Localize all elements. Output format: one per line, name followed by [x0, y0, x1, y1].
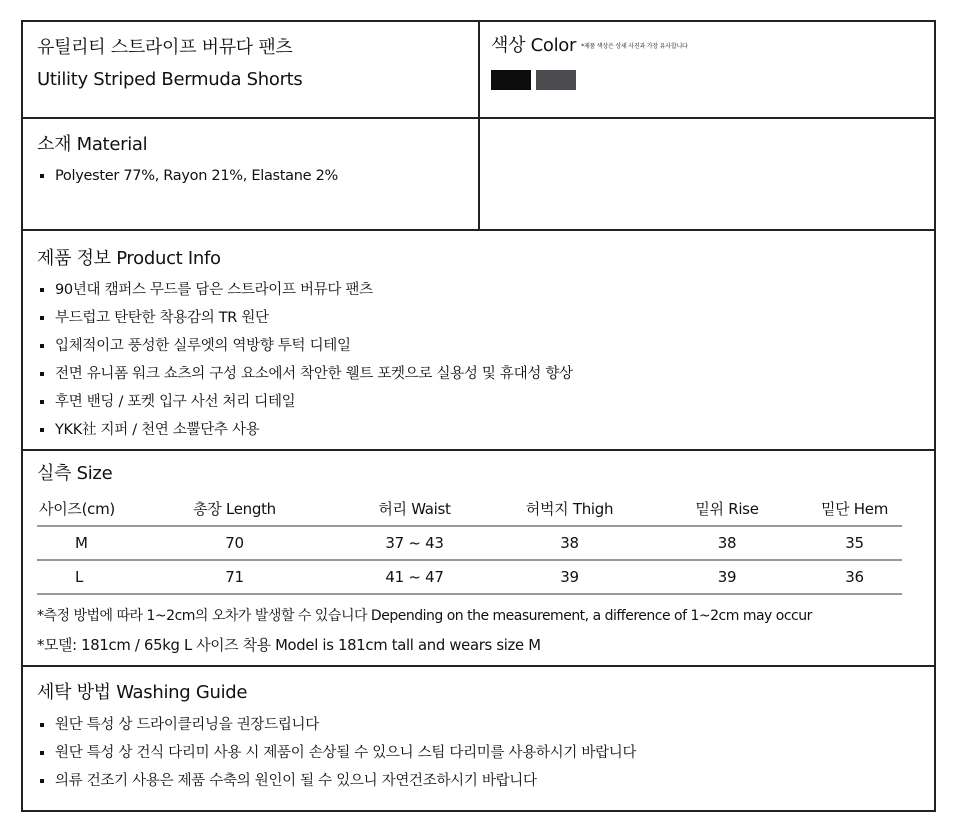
- size-cell: 38: [647, 526, 807, 560]
- size-col-header: 허리 Waist: [337, 491, 492, 526]
- product-name-en: Utility Striped Bermuda Shorts: [37, 69, 303, 90]
- size-col-header: 밑단 Hem: [807, 491, 902, 526]
- material-list: [37, 166, 338, 194]
- size-cell: 35: [807, 526, 902, 560]
- product-info-item: 부드럽고 탄탄한 착용감의 TR 원단: [37, 308, 573, 336]
- product-name-ko: 유틸리티 스트라이프 버뮤다 팬츠: [37, 37, 293, 58]
- color-heading-wrap: [491, 34, 688, 58]
- size-col-header: 사이즈(cm): [37, 491, 132, 526]
- material-section: [23, 119, 934, 229]
- size-note-model: *모델: 181cm / 65kg L 사이즈 착용 Model is 181cm tall and wears size M: [37, 637, 541, 654]
- size-col-header: 허벅지 Thigh: [492, 491, 647, 526]
- material-heading: 소재 Material: [37, 134, 148, 155]
- product-info-item: 후면 밴딩 / 포켓 입구 사선 처리 디테일: [37, 392, 573, 420]
- size-section: [37, 451, 936, 665]
- product-info-item: YKK社 지퍼 / 천연 소뿔단추 사용: [37, 420, 573, 448]
- color-swatch-charcoal: [536, 70, 576, 90]
- size-heading: 실측 Size: [37, 463, 113, 484]
- washing-heading: 세탁 방법 Washing Guide: [37, 682, 248, 703]
- size-col-header: 총장 Length: [132, 491, 337, 526]
- washing-list: [37, 715, 636, 799]
- washing-item: 원단 특성 상 건식 다리미 사용 시 제품이 손상될 수 있으니 스팀 다리미를 사용하시기 바랍니다: [37, 743, 636, 771]
- size-cell: 70: [132, 526, 337, 560]
- size-cell: 39: [647, 560, 807, 594]
- product-info-item: 90년대 캠퍼스 무드를 담은 스트라이프 버뮤다 팬츠: [37, 280, 573, 308]
- material-item: Polyester 77%, Rayon 21%, Elastane 2%: [37, 166, 338, 194]
- washing-item: 원단 특성 상 드라이클리닝을 권장드립니다: [37, 715, 636, 743]
- size-cell: 37 ~ 43: [337, 526, 492, 560]
- washing-section: [23, 667, 934, 812]
- size-cell: M: [37, 526, 132, 560]
- product-info-item: 입체적이고 풍성한 실루엣의 역방향 투턱 디테일: [37, 336, 573, 364]
- table-row: [37, 560, 902, 594]
- size-table-header: [37, 491, 902, 526]
- size-cell: 39: [492, 560, 647, 594]
- size-col-header: 밑위 Rise: [647, 491, 807, 526]
- color-note: *제품 색상은 상세 사진과 가장 유사합니다: [581, 43, 688, 50]
- product-info-list: [37, 280, 573, 448]
- size-cell: 38: [492, 526, 647, 560]
- table-row: [37, 526, 902, 560]
- size-note-measurement: *측정 방법에 따라 1~2cm의 오차가 발생할 수 있습니다 Depending on the measurement, a difference of 1~2cm may occur: [37, 608, 812, 624]
- color-swatch-black: [491, 70, 531, 90]
- size-table: [37, 491, 902, 595]
- product-info-item: 전면 유니폼 워크 쇼츠의 구성 요소에서 착안한 웰트 포켓으로 실용성 및 휴대성 향상: [37, 364, 573, 392]
- product-info-heading: 제품 정보 Product Info: [37, 248, 221, 269]
- product-info-section: [23, 231, 934, 449]
- size-cell: L: [37, 560, 132, 594]
- size-cell: 41 ~ 47: [337, 560, 492, 594]
- washing-item: 의류 건조기 사용은 제품 수축의 원인이 될 수 있으니 자연건조하시기 바랍니다: [37, 771, 636, 799]
- size-cell: 36: [807, 560, 902, 594]
- product-spec-sheet: [21, 20, 936, 812]
- color-heading: 색상 Color: [491, 35, 577, 56]
- size-cell: 71: [132, 560, 337, 594]
- color-section: [491, 22, 936, 118]
